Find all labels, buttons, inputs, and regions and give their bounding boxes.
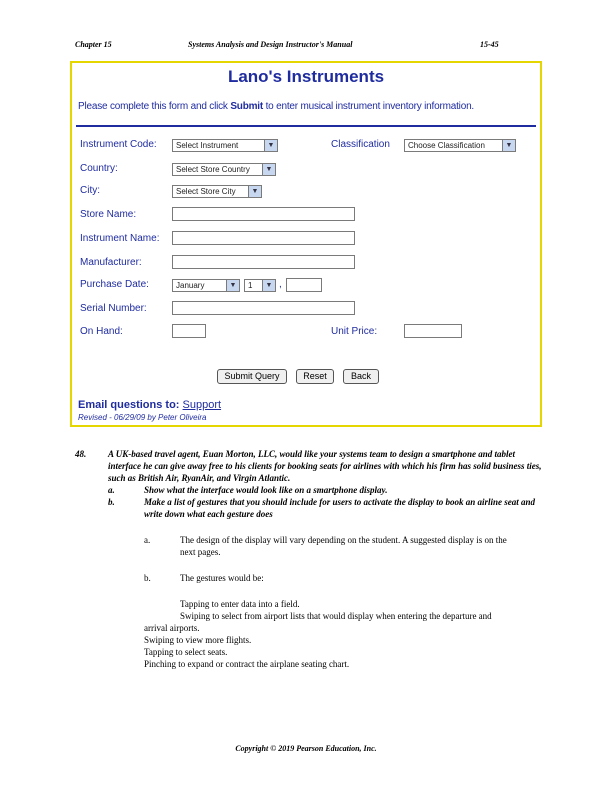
chevron-down-icon: ▼ (248, 186, 261, 197)
chapter-header: Chapter 15 (75, 40, 112, 49)
chevron-down-icon: ▼ (502, 140, 515, 151)
title-divider (76, 125, 536, 127)
question-b-label: b. (108, 497, 115, 507)
submit-query-button[interactable]: Submit Query (217, 369, 287, 384)
city-label: City: (80, 185, 100, 196)
email-questions: Email questions to: Support (78, 399, 222, 411)
chevron-down-icon: ▼ (264, 140, 277, 151)
classification-select[interactable]: Choose Classification ▼ (404, 139, 516, 152)
question-a-text: Show what the interface would look like on a smartphone display. (144, 485, 388, 495)
store-name-input[interactable] (172, 207, 355, 221)
serial-number-label: Serial Number: (80, 303, 147, 314)
question-number: 48. (75, 449, 87, 459)
gesture-item: Pinching to expand or contract the airplane seating chart. (144, 659, 350, 669)
store-name-label: Store Name: (80, 209, 137, 220)
gesture-item: Tapping to select seats. (144, 647, 228, 657)
inventory-form-screenshot (70, 61, 542, 427)
instrument-code-select[interactable]: Select Instrument ▼ (172, 139, 278, 152)
answer-b-label: b. (144, 573, 151, 583)
form-intro: Please complete this form and click Submit to enter musical instrument inventory information. (78, 101, 475, 112)
gesture-item: Swiping to view more flights. (144, 635, 252, 645)
gesture-item: Tapping to enter data into a field. (180, 599, 300, 609)
chevron-down-icon: ▼ (262, 164, 275, 175)
form-title: Lano's Instruments (227, 67, 385, 86)
city-select[interactable]: Select Store City ▼ (172, 185, 262, 198)
purchase-year-input[interactable] (286, 278, 322, 292)
serial-number-input[interactable] (172, 301, 355, 315)
revised-note: Revised - 06/29/09 by Peter Oliveira (78, 413, 207, 422)
instrument-code-label: Instrument Code: (80, 139, 157, 150)
unit-price-label: Unit Price: (331, 326, 378, 337)
question-b-text: Make a list of gestures that you should include for users to activate the display to book an airline seat and write down what each gesture does (144, 497, 536, 519)
manual-title-header: Systems Analysis and Design Instructor's Manual (188, 40, 353, 49)
purchase-month-select[interactable]: January ▼ (172, 279, 240, 292)
answer-b-text: The gestures would be: (180, 573, 264, 583)
manufacturer-label: Manufacturer: (80, 257, 142, 268)
gesture-item: Swiping to select from airport lists that would display when entering the departure and arrival airports. (144, 611, 492, 633)
reset-button[interactable]: Reset (296, 369, 334, 384)
chevron-down-icon: ▼ (226, 280, 239, 291)
manufacturer-input[interactable] (172, 255, 355, 269)
copyright-footer: Copyright © 2019 Pearson Education, Inc. (235, 744, 377, 753)
chevron-down-icon: ▼ (262, 280, 275, 291)
on-hand-label: On Hand: (80, 326, 123, 337)
page-number: 15-45 (480, 40, 499, 49)
country-select[interactable]: Select Store Country ▼ (172, 163, 276, 176)
back-button[interactable]: Back (343, 369, 379, 384)
purchase-date-label: Purchase Date: (80, 279, 149, 290)
instrument-name-input[interactable] (172, 231, 355, 245)
question-a-label: a. (108, 485, 115, 495)
support-link[interactable]: Support (182, 399, 222, 411)
question-text: A UK-based travel agent, Euan Morton, LLC, would like your systems team to design a smartphone and tablet interface he can give away free to his clients for booking seats for airlines with which his firm has solid business ties, such as British Air, RyanAir, and Virgin Atlantic. (108, 449, 542, 483)
purchase-day-select[interactable]: 1 ▼ (244, 279, 276, 292)
classification-label: Classification (331, 139, 390, 150)
answer-a-text: The design of the display will vary depending on the student. A suggested display is on the next pages. (180, 535, 507, 557)
on-hand-input[interactable] (172, 324, 206, 338)
answer-a-label: a. (144, 535, 151, 545)
unit-price-input[interactable] (404, 324, 462, 338)
date-separator: , (279, 279, 282, 290)
country-label: Country: (80, 163, 118, 174)
instrument-name-label: Instrument Name: (80, 233, 160, 244)
